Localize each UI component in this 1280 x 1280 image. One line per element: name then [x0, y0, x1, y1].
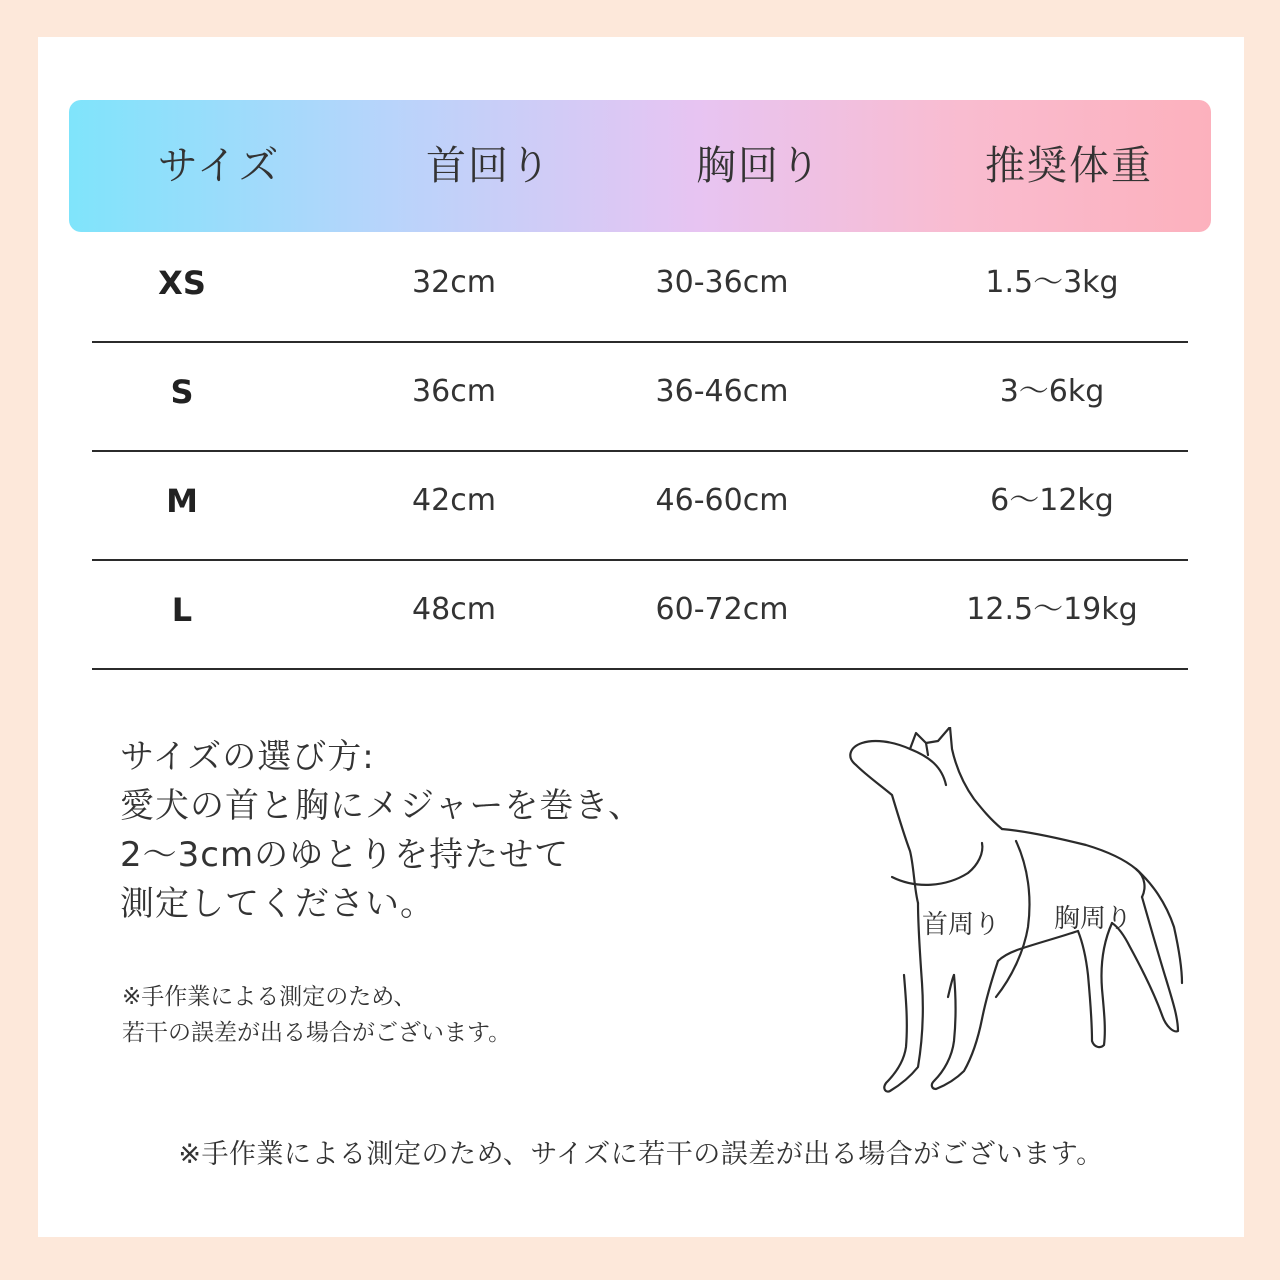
neck-cell: 48cm	[412, 592, 496, 627]
table-row	[92, 342, 1188, 452]
header-neck: 首回り	[426, 143, 552, 189]
table-row	[92, 233, 1188, 343]
howto-line: 2〜3cmのゆとりを持たせて	[120, 835, 570, 875]
weight-cell: 6〜12kg	[990, 483, 1114, 518]
chest-cell: 36-46cm	[655, 374, 789, 409]
weight-cell: 12.5〜19kg	[966, 592, 1138, 627]
howto-line: サイズの選び方:	[120, 737, 375, 777]
howto-line: 測定してください。	[120, 884, 435, 924]
footer-note: ※手作業による測定のため、サイズに若干の誤差が出る場合がございます。	[178, 1139, 1104, 1170]
note-line: ※手作業による測定のため、	[122, 984, 417, 1010]
weight-cell: 3〜6kg	[999, 374, 1105, 409]
size-cell: L	[171, 591, 193, 629]
chest-cell: 60-72cm	[655, 592, 789, 627]
table-row	[92, 560, 1188, 670]
how-to-choose-text	[120, 733, 760, 929]
header-size: サイズ	[157, 143, 281, 189]
howto-line: 愛犬の首と胸にメジャーを巻き、	[120, 786, 643, 826]
chest-cell: 46-60cm	[655, 483, 789, 518]
note-line: 若干の誤差が出る場合がございます。	[122, 1020, 512, 1046]
weight-cell: 1.5〜3kg	[985, 265, 1119, 300]
neck-cell: 42cm	[412, 483, 496, 518]
measurement-note	[122, 979, 722, 1051]
size-cell: XS	[158, 264, 206, 302]
header-weight: 推奨体重	[985, 143, 1153, 189]
size-cell: S	[170, 373, 194, 411]
size-cell: M	[166, 482, 198, 520]
neck-cell: 36cm	[412, 374, 496, 409]
dog-measurement-illustration	[806, 727, 1186, 1097]
chest-label: 胸周り	[1054, 904, 1133, 934]
chest-cell: 30-36cm	[655, 265, 789, 300]
header-chest: 胸回り	[696, 143, 822, 189]
table-row	[92, 451, 1188, 561]
neck-label: 首周り	[922, 910, 1001, 940]
table-header	[69, 100, 1211, 232]
neck-cell: 32cm	[412, 265, 496, 300]
size-chart-card	[38, 37, 1244, 1237]
